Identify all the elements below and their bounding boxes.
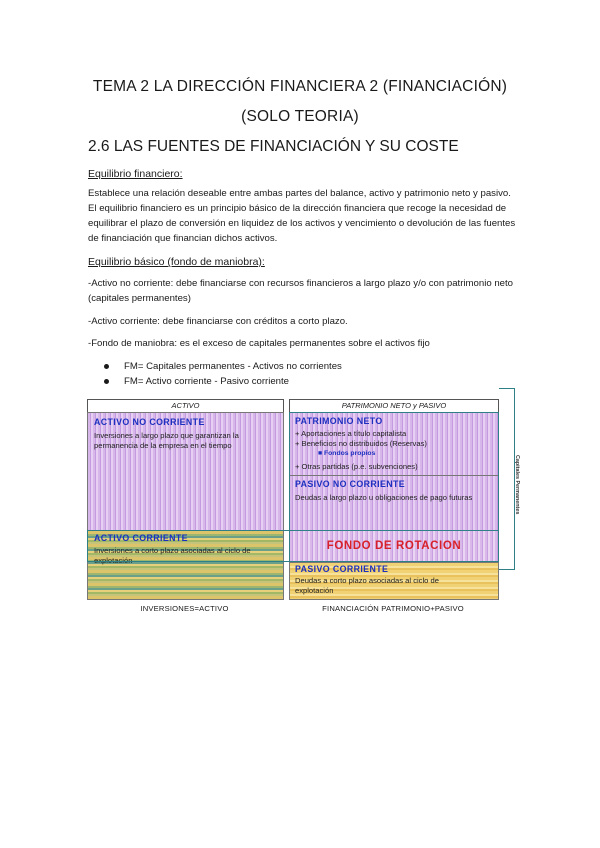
activo-header: ACTIVO	[87, 399, 284, 413]
pnc-title: PASIVO NO CORRIENTE	[295, 479, 406, 489]
basico-heading: Equilibrio básico (fondo de maniobra):	[88, 256, 265, 268]
fm-bullet-list	[104, 359, 342, 389]
basico-item-1: -Activo no corriente: debe financiarse con recursos financieros a largo plazo y/o con patrimonio neto (capitales permanentes)	[88, 278, 514, 304]
pn-item-3: + Otras partidas (p.e. subvenciones)	[295, 462, 418, 471]
fm-bullet-1: FM= Capitales permanentes - Activos no corrientes	[104, 359, 342, 374]
pn-pasivo-header: PATRIMONIO NETO y PASIVO	[289, 399, 499, 413]
activo-no-corriente-box	[87, 412, 284, 532]
pc-title: PASIVO CORRIENTE	[295, 564, 389, 574]
pasivo-corriente-box	[289, 562, 499, 600]
basico-item-2: -Activo corriente: debe financiarse con créditos a corto plazo.	[88, 316, 348, 327]
pn-item-2: + Beneficios no distribuidos (Reservas)	[295, 439, 427, 448]
section-heading: 2.6 LAS FUENTES DE FINANCIACIÓN Y SU COSTE	[88, 138, 459, 155]
fondo-rotacion-label: FONDO DE ROTACION	[326, 540, 462, 552]
pnc-text: Deudas a largo plazo u obligaciones de pago futuras	[295, 493, 473, 502]
anc-text: Inversiones a largo plazo que garantizan la permanencia de la empresa en el tiempo	[94, 431, 239, 450]
pn-title: PATRIMONIO NETO	[295, 416, 383, 426]
ac-title: ACTIVO CORRIENTE	[94, 533, 188, 543]
pn-item-1: + Aportaciones a título capitalista	[295, 429, 407, 438]
fondos-propios-text: Fondos propios	[324, 450, 376, 457]
balance-diagram	[87, 396, 520, 616]
fondos-propios-label: ■ Fondos propios	[318, 450, 376, 457]
doc-title: TEMA 2 LA DIRECCIÓN FINANCIERA 2 (FINANCIACIÓN)	[92, 78, 508, 95]
doc-subtitle: (SOLO TEORIA)	[241, 108, 359, 125]
fm-bullet-2: FM= Activo corriente - Pasivo corriente	[104, 374, 342, 389]
footer-financiacion: FINANCIACIÓN PATRIMONIO+PASIVO	[322, 604, 464, 613]
basico-item-3: -Fondo de maniobra: es el exceso de capitales permanentes sobre el activos fijo	[88, 338, 430, 349]
equilibrio-heading: Equilibrio financiero:	[88, 168, 183, 180]
capitales-permanentes-outline	[289, 412, 499, 562]
pc-text: Deudas a corto plazo asociadas al ciclo de explotación	[295, 576, 439, 595]
capitales-permanentes-label: Capitales Permanentes	[514, 455, 520, 515]
ac-text: Inversiones a corto plazo asociadas al ciclo de explotación	[94, 546, 251, 565]
anc-title: ACTIVO NO CORRIENTE	[94, 417, 205, 427]
footer-inversiones: INVERSIONES=ACTIVO	[140, 604, 229, 613]
equilibrio-paragraph: Establece una relación deseable entre ambas partes del balance, activo y patrimonio neto y pasivo. El equilibrio financiero es un principio básico de la dirección financiera que recoge la necesidad de equilibrar el plazo de conversión en liquidez de los activos y vencimiento o devolución de las fuentes de financiación que financian dichos activos.	[88, 188, 516, 244]
